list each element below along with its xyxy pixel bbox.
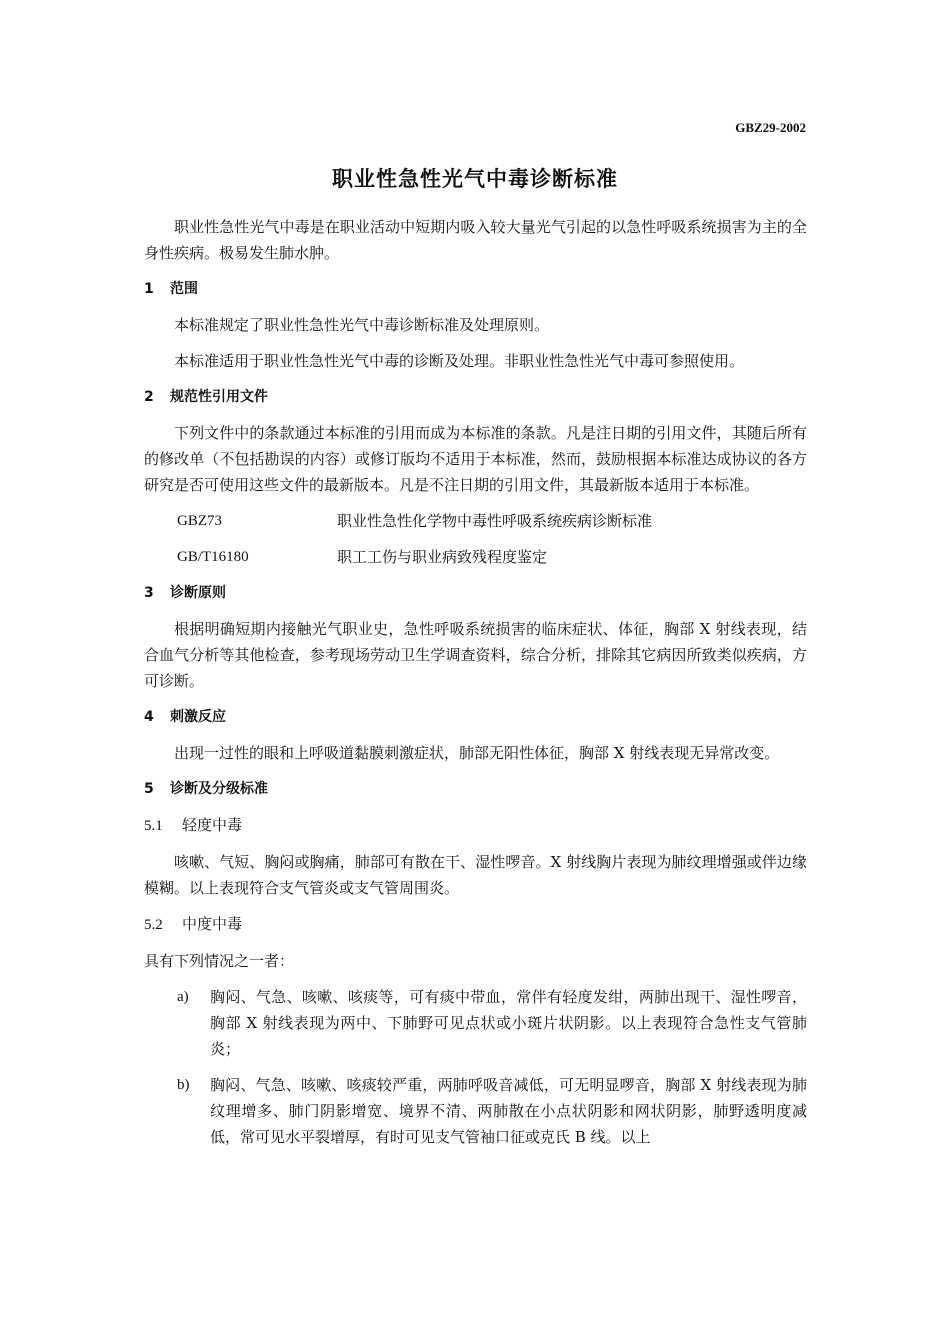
irritation-reaction-paragraph: 出现一过性的眼和上呼吸道黏膜刺激症状，肺部无阳性体征，胸部 X 射线表现无异常改变。 [174, 744, 780, 762]
section-title: 诊断及分级标准 [170, 781, 268, 797]
section-number: 3 [144, 585, 154, 601]
standard-code: GBZ29-2002 [735, 120, 806, 135]
section-title: 规范性引用文件 [170, 389, 268, 405]
scope-paragraph-2: 本标准适用于职业性急性光气中毒的诊断及处理。非职业性急性光气中毒可参照使用。 [174, 352, 745, 370]
subsection-heading-mild [144, 812, 807, 839]
section-heading-normative-references [144, 384, 807, 410]
section-number: 2 [144, 389, 154, 405]
reference-name: 职工工伤与职业病致残程度鉴定 [337, 548, 548, 566]
intro-paragraph: 职业性急性光气中毒是在职业活动中短期内吸入较大量光气引起的以急性呼吸系统损害为主的全身性疾病。极易发生肺水肿。 [144, 218, 807, 262]
section-title: 刺激反应 [170, 709, 226, 725]
section-heading-diagnosis-principle [144, 580, 807, 606]
diagnosis-principle-paragraph: 根据明确短期内接触光气职业史，急性呼吸系统损害的临床症状、体征，胸部 X 射线表现，结合血气分析等其他检查，参考现场劳动卫生学调查资料，综合分析，排除其它病因所致类似疾病，方可诊断。 [144, 620, 807, 690]
document-title: 职业性急性光气中毒诊断标准 [332, 167, 618, 191]
section-number: 4 [144, 709, 154, 725]
list-item-label: a) [177, 989, 189, 1005]
reference-name: 职业性急性化学物中毒性呼吸系统疾病诊断标准 [337, 512, 653, 530]
section-heading-grading [144, 776, 807, 802]
scope-paragraph-1: 本标准规定了职业性急性光气中毒诊断标准及处理原则。 [174, 316, 550, 334]
reference-row [144, 544, 807, 570]
list-item-text: 胸闷、气急、咳嗽、咳痰较严重，两肺呼吸音减低，可无明显啰音，胸部 X 射线表现为肺纹理增多、肺门阴影增宽、境界不清、两肺散在小点状阴影和网状阴影，肺野透明度减低，常可见水平裂增厚，有时可见支气管袖口征或克氏 B 线。以上 [210, 1076, 807, 1146]
subsection-title: 中度中毒 [182, 915, 243, 933]
section-title: 范围 [170, 281, 198, 297]
section-number: 1 [144, 281, 154, 297]
reference-code: GB/T16180 [177, 549, 249, 565]
mild-poisoning-paragraph: 咳嗽、气短、胸闷或胸痛，肺部可有散在干、湿性啰音。X 射线胸片表现为肺纹理增强或伴边缘模糊。以上表现符合支气管炎或支气管周围炎。 [144, 853, 807, 897]
section-heading-scope [144, 276, 807, 302]
list-item [144, 984, 807, 1062]
section-title: 诊断原则 [170, 585, 226, 601]
list-item-text: 胸闷、气急、咳嗽、咳痰等，可有痰中带血，常伴有轻度发绀，两肺出现干、湿性啰音，胸部 X 射线表现为两中、下肺野可见点状或小斑片状阴影。以上表现符合急性支气管肺炎； [210, 988, 807, 1058]
moderate-lead-text: 具有下列情况之一者： [144, 952, 295, 970]
section-number: 5 [144, 781, 154, 797]
document-body [144, 214, 807, 1150]
references-paragraph: 下列文件中的条款通过本标准的引用而成为本标准的条款。凡是注日期的引用文件，其随后所有的修改单（不包括勘误的内容）或修订版均不适用于本标准，然而，鼓励根据本标准达成协议的各方研究是否可使用这些文件的最新版本。凡是不注日期的引用文件，其最新版本适用于本标准。 [144, 424, 807, 494]
list-item-label: b) [177, 1077, 190, 1093]
section-heading-irritation-reaction [144, 704, 807, 730]
list-item [144, 1072, 807, 1150]
reference-row [144, 508, 807, 534]
subsection-number: 5.1 [144, 818, 163, 834]
subsection-number: 5.2 [144, 917, 163, 933]
reference-code: GBZ73 [177, 513, 222, 529]
subsection-title: 轻度中毒 [182, 816, 243, 834]
subsection-heading-moderate [144, 911, 807, 938]
